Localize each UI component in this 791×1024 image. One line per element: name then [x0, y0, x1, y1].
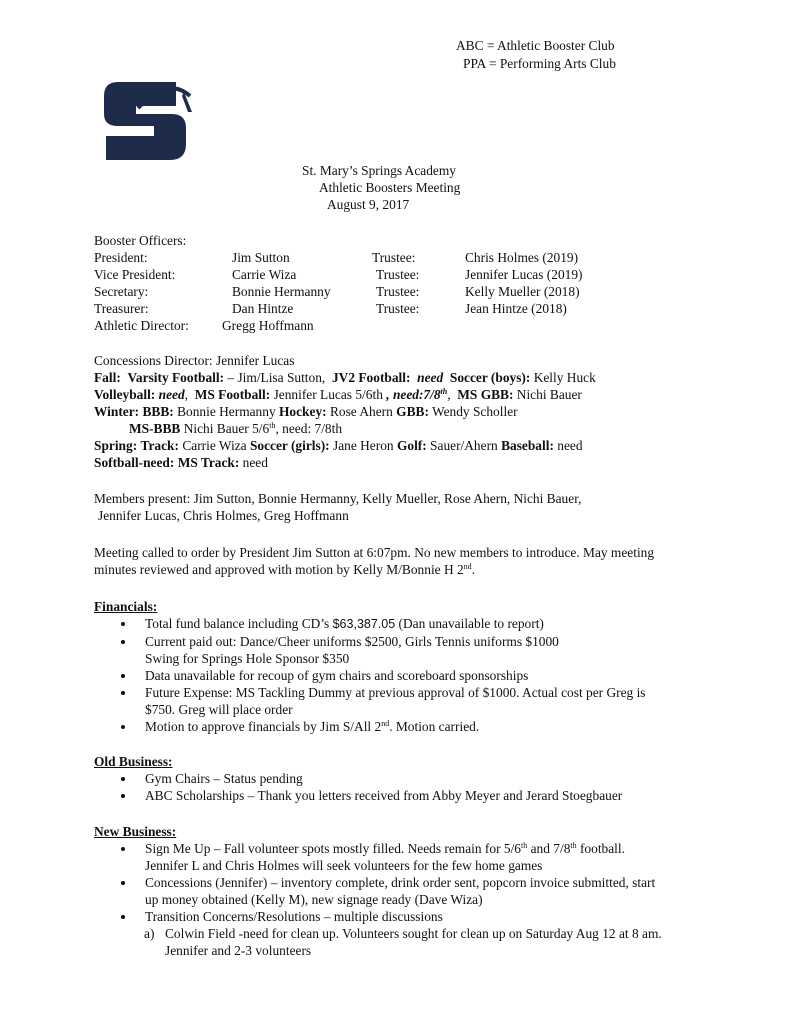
- superscript: th: [521, 841, 528, 850]
- superscript: th: [570, 841, 577, 850]
- list-item: [118, 874, 655, 908]
- trustee-label: Trustee:: [376, 267, 420, 282]
- punctuation: .: [471, 562, 476, 577]
- old-business-heading: Old Business:: [94, 754, 173, 769]
- fund-balance-amount: $63,387.05: [332, 617, 396, 631]
- officers-heading: Booster Officers:: [94, 233, 187, 248]
- list-item: [118, 615, 646, 633]
- superscript: nd: [381, 719, 390, 728]
- golf-label: Golf:: [396, 438, 427, 453]
- minutes-approval-text: minutes reviewed and approved with motion by Kelly M/Bonnie H 2: [94, 562, 464, 577]
- list-item-text: Transition Concerns/Resolutions – multiple discussions: [145, 909, 443, 924]
- list-item-text: Data unavailable for recoup of gym chairs and scoreboard sponsorships: [145, 668, 529, 683]
- financials-heading: Financials:: [94, 599, 158, 614]
- baseball-value: need: [553, 438, 583, 453]
- list-item-text: Current paid out: Dance/Cheer uniforms $2500, Girls Tennis uniforms $1000: [145, 634, 559, 649]
- list-item-text: Concessions (Jennifer) – inventory complete, drink order sent, popcorn invoice submitted, start: [145, 875, 656, 890]
- list-item: [118, 633, 646, 667]
- list-item-text: $750. Greg will place order: [145, 702, 293, 717]
- soccer-boys-label: Soccer (boys):: [449, 370, 531, 385]
- concessions-director: Concessions Director: Jennifer Lucas: [94, 353, 295, 368]
- winter-line: [94, 403, 518, 420]
- members-present-cont: Jennifer Lucas, Chris Holmes, Greg Hoffmann: [98, 508, 349, 523]
- list-item-text: Future Expense: MS Tackling Dummy at previous approval of $1000. Actual cost per Greg is: [145, 685, 646, 700]
- athletic-director-role: Athletic Director:: [94, 318, 189, 333]
- ms-bbb-line: [129, 420, 342, 437]
- gbb-value: Wendy Scholler: [428, 404, 518, 419]
- list-item: [118, 787, 622, 804]
- list-item-text: ABC Scholarships – Thank you letters received from Abby Meyer and Jerard Stoegbauer: [145, 788, 623, 803]
- ms-football-value: Jennifer Lucas 5/6th: [270, 387, 387, 402]
- officer-name: Jim Sutton: [232, 250, 290, 265]
- soccer-boys-value: Kelly Huck: [530, 370, 596, 385]
- spring-line: [94, 437, 583, 454]
- ms-football-label: MS Football:: [194, 387, 271, 402]
- members-present: Members present: Jim Sutton, Bonnie Hermanny, Kelly Mueller, Rose Ahern, Nichi Bauer,: [94, 491, 582, 506]
- old-business-list: [118, 770, 622, 804]
- officer-role: Treasurer:: [94, 301, 149, 316]
- list-item-text: Swing for Springs Hole Sponsor $350: [145, 651, 350, 666]
- abbreviation-abc: ABC = Athletic Booster Club: [456, 38, 615, 53]
- athletic-director-name: Gregg Hoffmann: [222, 318, 314, 333]
- list-item-text: and 7/8: [527, 841, 571, 856]
- list-item-text: Sign Me Up – Fall volunteer spots mostly filled. Needs remain for 5/6: [145, 841, 522, 856]
- bbb-value: Bonnie Hermanny: [173, 404, 279, 419]
- track-label: Track:: [140, 438, 179, 453]
- volleyball-label: Volleyball:: [94, 387, 156, 402]
- list-item-text: Motion to approve financials by Jim S/All 2: [145, 719, 382, 734]
- list-item-text: football.: [576, 841, 625, 856]
- meeting-date: August 9, 2017: [327, 197, 410, 212]
- trustee-label: Trustee:: [376, 301, 420, 316]
- trustee-name: Jennifer Lucas (2019): [465, 267, 583, 282]
- officer-name: Carrie Wiza: [232, 267, 297, 282]
- financials-list: [118, 615, 646, 735]
- gbb-label: GBB:: [396, 404, 429, 419]
- list-item-text: up money obtained (Kelly M), new signage ready (Dave Wiza): [145, 892, 483, 907]
- officer-name: Bonnie Hermanny: [232, 284, 331, 299]
- ms-football-need: , need:7/8: [386, 387, 441, 402]
- varsity-football-label: Varsity Football:: [127, 370, 225, 385]
- ms-bbb-label: MS-BBB: [129, 421, 181, 436]
- baseball-label: Baseball:: [501, 438, 554, 453]
- fall-line: [94, 369, 596, 386]
- superscript: th: [440, 387, 448, 396]
- sub-item-text: Colwin Field -need for clean up. Volunteers sought for clean up on Saturday Aug 12 at 8 am.: [165, 926, 662, 941]
- ms-gbb-label: MS GBB:: [457, 387, 514, 402]
- sub-item-label: a): [144, 926, 155, 941]
- trustee-label: Trustee:: [376, 284, 420, 299]
- school-logo: [102, 78, 192, 164]
- list-item-text: Total fund balance including CD’s: [145, 616, 333, 631]
- track-value: Carrie Wiza: [178, 438, 250, 453]
- ms-track-value: need: [239, 455, 268, 470]
- bbb-label: BBB:: [142, 404, 174, 419]
- golf-value: Sauer/Ahern: [426, 438, 502, 453]
- meeting-title: Athletic Boosters Meeting: [319, 180, 461, 195]
- list-item-text: Gym Chairs – Status pending: [145, 771, 303, 786]
- superscript: th: [269, 421, 276, 430]
- list-item-text: (Dan unavailable to report): [395, 616, 544, 631]
- trustee-label: Trustee:: [372, 250, 416, 265]
- minutes-approval: [94, 561, 475, 578]
- jv2-football-value: need: [417, 370, 444, 385]
- officer-name: Dan Hintze: [232, 301, 294, 316]
- list-item: [118, 840, 655, 874]
- officer-role: President:: [94, 250, 148, 265]
- softball-ms-track-label: Softball-need: MS Track:: [94, 455, 240, 470]
- list-item: [118, 770, 622, 787]
- call-to-order: Meeting called to order by President Jim Sutton at 6:07pm. No new members to introduce. May meeting: [94, 545, 655, 560]
- varsity-football-value: – Jim/Lisa Sutton,: [224, 370, 326, 385]
- new-business-list: [118, 840, 655, 925]
- list-item: [118, 718, 646, 735]
- sub-item-text-cont: Jennifer and 2-3 volunteers: [165, 943, 312, 958]
- fall-label: Fall:: [94, 370, 121, 385]
- hockey-label: Hockey:: [279, 404, 327, 419]
- superscript: nd: [463, 562, 472, 571]
- soccer-girls-value: Jane Heron: [329, 438, 397, 453]
- list-item-text: . Motion carried.: [389, 719, 480, 734]
- list-item: [118, 667, 646, 684]
- trustee-name: Kelly Mueller (2018): [465, 284, 580, 299]
- volleyball-line: Volleyball: need, MS Football: Jennifer Lucas 5/6th , need:7/8th, MS GBB: Nichi Bauer: [94, 387, 582, 402]
- winter-label: Winter:: [94, 404, 140, 419]
- officer-role: Secretary:: [94, 284, 149, 299]
- list-item: [118, 684, 646, 718]
- jv2-football-label: JV2 Football:: [331, 370, 411, 385]
- soccer-girls-label: Soccer (girls):: [249, 438, 330, 453]
- new-business-heading: New Business:: [94, 824, 177, 839]
- list-item: [118, 908, 655, 925]
- volleyball-value: need: [158, 387, 185, 402]
- ms-bbb-value: Nichi Bauer 5/6: [180, 421, 270, 436]
- officer-role: Vice President:: [94, 267, 176, 282]
- hockey-value: Rose Ahern: [326, 404, 397, 419]
- list-item-text: Jennifer L and Chris Holmes will seek volunteers for the few home games: [145, 858, 543, 873]
- trustee-name: Chris Holmes (2019): [465, 250, 579, 265]
- abbreviation-ppa: PPA = Performing Arts Club: [463, 56, 616, 71]
- trustee-name: Jean Hintze (2018): [465, 301, 567, 316]
- ms-gbb-value: Nichi Bauer: [513, 387, 582, 402]
- ms-bbb-need: , need: 7/8th: [275, 421, 343, 436]
- school-name: St. Mary’s Springs Academy: [302, 163, 456, 178]
- softball-line: [94, 454, 268, 471]
- spring-label: Spring:: [94, 438, 138, 453]
